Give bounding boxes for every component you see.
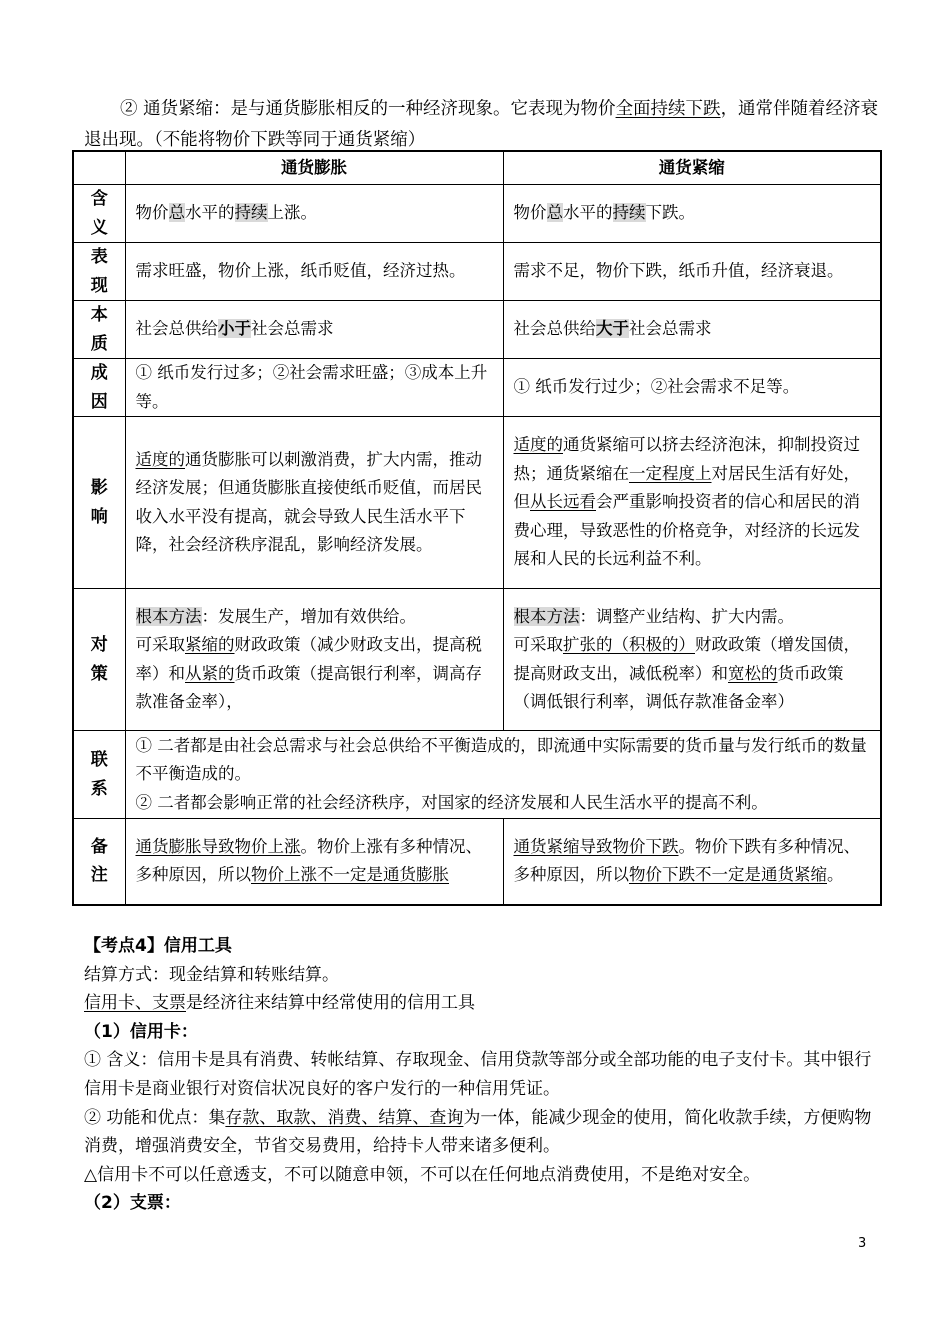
highlight: 持续 [234,203,268,223]
text: 取款 [276,1107,311,1128]
label-char: 影 [90,478,108,498]
cell-inflation-performance: 需求旺盛，物价上涨，纸币贬值，经济过热。 [125,243,503,301]
text: ：发展生产，增加有效供给。 [201,606,416,626]
cell-inflation-impact [125,417,503,589]
label-char: 现 [90,275,108,296]
table-row-meaning [73,185,881,243]
cell-deflation-performance: 需求不足，物价下跌，纸币升值，经济衰退。 [503,243,881,301]
intro-text: ，通常伴随着 [720,99,826,119]
table-row-relation [73,731,881,819]
label-char: 对 [90,635,108,655]
label-char: 备 [90,836,108,857]
table-row-performance [73,243,881,301]
text: 。物价下跌有多种情况、多种原因，所以 [513,836,860,885]
highlight: 小于 [218,319,251,339]
credit-card-title: （1）信用卡： [84,1021,198,1042]
highlight: 根本方法 [135,606,202,626]
tools-line [84,989,884,1018]
text: 对居民生活有好处，但 [513,463,860,512]
text: 通货膨胀可以刺激消费，扩大内需，推动经济发展；但通货膨胀直接使纸币贬值，而居民收入水平没有提高，就会导致人民生活水平下降，社会经济秩序混乱，影响经济发展。 [135,449,482,554]
underline: 一定程度上 [629,463,712,483]
text: 、 [361,1107,379,1128]
text: 财政政策（减少财政支出，提高税率）和 [135,635,482,683]
text: ② 二者都会影响正常的社会经济秩序，对国家的经济发展和人民生活水平的提高不利。 [135,792,768,812]
function-items [225,1108,463,1128]
highlight: 根本方法 [513,606,580,626]
section-title: 【考点4】信用工具 [84,936,232,956]
text: 消费 [327,1107,362,1128]
text: 货币政策（调低银行利率，调低存款准备金率） [513,663,844,711]
underline: 通货膨胀导致物价上涨 [135,836,301,856]
settlement-line: 结算方式：现金结算和转账结算。 [84,964,339,985]
underline: 从长远看 [530,492,596,512]
text: 可采取 [513,635,563,654]
text: ：调整产业结构、扩大内需。 [579,606,794,626]
text: 存款 [225,1107,260,1128]
row-label-essence [73,301,125,359]
label-char: 质 [90,333,108,354]
table-row-essence [73,301,881,359]
table-row-note [73,819,881,905]
label-char: 系 [90,778,108,799]
credit-card-function [84,1104,884,1161]
cell-deflation-impact [503,417,881,589]
cell-deflation-note [503,819,881,905]
underline: 紧缩的 [185,635,235,654]
highlight: 总 [168,203,185,223]
intro-text: 经济衰退出现。（不能将物价下跌等同于通货紧缩） [84,99,879,150]
label-char: 成 [90,363,108,383]
text: 查询 [429,1107,464,1128]
highlight: 总 [546,203,563,223]
cell-relation [125,731,881,819]
text: 。物价上涨有多种情况、多种原因，所以 [135,836,482,885]
text: 会严重影响投资者的信心和居民的消费心理，导致恶性的价格竞争，对经济的长远发展和人民的长远利益不利。 [513,492,860,569]
row-label-impact [73,417,125,589]
comparison-table [72,150,882,906]
row-label-note [73,819,125,905]
row-label-policy [73,589,125,731]
highlight: 大于 [596,319,629,339]
credit-card-meaning: ① 含义：信用卡是具有消费、转帐结算、存取现金、信用贷款等部分或全部功能的电子支付卡。其中银行信用卡是商业银行对资信状况良好的客户发行的一种信用凭证。 [84,1050,872,1099]
cell-deflation-essence [503,301,881,359]
text: 可采取 [135,635,185,654]
label-char: 响 [90,506,108,527]
cell-deflation-cause: ① 纸币发行过少；②社会需求不足等。 [503,359,881,417]
label-char: 表 [90,247,108,267]
text: 。 [827,865,844,885]
underline: 通货紧缩导致物价下跌 [513,836,679,856]
text: 社会总供给 [135,319,218,339]
text: 通货紧缩可以挤去经济泡沫，抑制投资过热；通货紧缩在 [513,435,860,483]
header-inflation: 通货膨胀 [125,151,503,185]
cell-deflation-policy [503,589,881,731]
intro-paragraph [84,94,884,156]
cell-inflation-meaning [125,185,503,243]
header-deflation: 通货紧缩 [503,151,881,185]
intro-line [84,94,884,156]
cell-inflation-note [125,819,503,905]
cell-deflation-meaning [503,185,881,243]
underline: 适度的 [513,435,563,455]
text: 水平的 [563,203,613,223]
text: 为一体，能减少现金的使用，简化收款手续，方便购物消费，增强消费安全，节省交易费用，给持卡人带来诸多便利。 [84,1107,872,1157]
underline: 宽松的 [728,663,778,683]
text: 、 [259,1107,277,1128]
label-char: 本 [90,305,108,325]
text: ② 功能和优点：集 [84,1107,226,1128]
header-empty [73,151,125,185]
text: 、 [310,1107,328,1128]
table-row-impact [73,417,881,589]
table-row-policy [73,589,881,731]
text: 社会总需求 [629,319,712,339]
row-label-relation [73,731,125,819]
text: ① 二者都是由社会总需求与社会总供给不平衡造成的，即流通中实际需要的货币量与发行纸币的数量不平衡造成的。 [135,735,867,784]
label-char: 策 [90,663,108,684]
check-title: （2）支票： [84,1193,181,1214]
label-char: 含 [90,189,108,209]
credit-tools-section [84,932,884,1218]
text: 财政政策（增发国债，提高财政支出，减低税率）和 [513,635,860,683]
table-header-row [73,151,881,185]
text: 物价 [135,203,169,223]
underline: 信用卡、支票 [84,993,186,1014]
underline: 从紧的 [185,663,235,683]
highlight: 持续 [612,203,646,223]
label-char: 注 [90,865,108,886]
row-label-cause [73,359,125,417]
underline: 适度的 [135,449,185,469]
label-char: 联 [90,750,108,770]
row-label-meaning [73,185,125,243]
text: 是经济往来结算中经常使用的信用工具 [186,993,475,1014]
text: 社会总供给 [513,319,596,339]
label-char: 因 [90,391,108,412]
label-char: 义 [90,217,108,238]
cell-inflation-essence [125,301,503,359]
underline: 物价下跌不一定是通货紧缩 [629,865,827,885]
text: 下跌。 [645,203,695,223]
row-label-performance [73,243,125,301]
underline: 物价上涨不一定是通货膨胀 [251,865,449,885]
credit-card-warning: △信用卡不可以任意透支，不可以随意申领，不可以在任何地点消费使用，不是绝对安全。 [84,1164,761,1185]
text: 货币政策（提高银行利率，调高存款准备金率）， [135,663,482,711]
intro-underline: 全面持续下跌 [615,99,721,119]
table-row-cause [73,359,881,417]
text: 社会总需求 [251,319,334,339]
text: 上涨。 [267,203,317,223]
text: 结算 [378,1107,413,1128]
cell-inflation-cause: ① 纸币发行过多；②社会需求旺盛；③成本上升等。 [125,359,503,417]
cell-inflation-policy [125,589,503,731]
text: 、 [412,1107,430,1128]
page-number: 3 [858,1236,867,1251]
underline: 扩张的（积极的） [563,635,695,654]
intro-text: ② 通货紧缩：是与通货膨胀相反的一种经济现象。它表现为物价 [120,99,616,119]
text: 水平的 [185,203,235,223]
text: 物价 [513,203,547,223]
